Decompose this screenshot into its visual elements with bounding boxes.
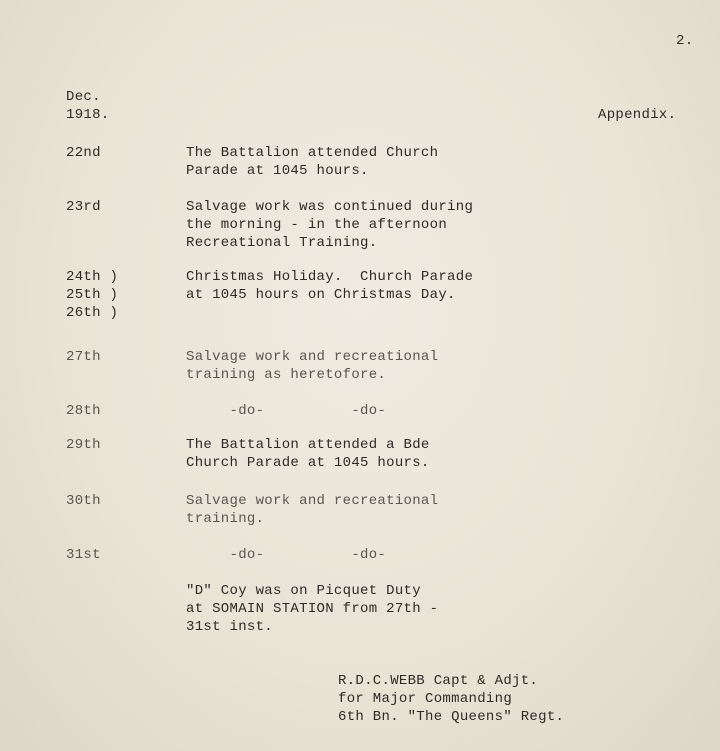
entry-date: 22nd bbox=[66, 145, 101, 161]
entry-date: 29th bbox=[66, 437, 101, 453]
entry-date: 30th bbox=[66, 493, 101, 509]
entry-line: -do- -do- bbox=[186, 547, 387, 563]
entry-line: Salvage work and recreational bbox=[186, 349, 439, 365]
entry-line: Parade at 1045 hours. bbox=[186, 163, 369, 179]
entry-line: The Battalion attended a Bde bbox=[186, 437, 430, 453]
entry-date: 31st bbox=[66, 547, 101, 563]
entry-date: 28th bbox=[66, 403, 101, 419]
note-line: at SOMAIN STATION from 27th - bbox=[186, 601, 439, 617]
entry-date: 27th bbox=[66, 349, 101, 365]
entry-line: Recreational Training. bbox=[186, 235, 378, 251]
header-year: 1918. bbox=[66, 107, 110, 123]
entry-line: Salvage work was continued during bbox=[186, 199, 474, 215]
entry-line: training. bbox=[186, 511, 265, 527]
header-month: Dec. bbox=[66, 89, 101, 105]
entry-line: training as heretofore. bbox=[186, 367, 387, 383]
entry-line: The Battalion attended Church bbox=[186, 145, 439, 161]
note-line: 31st inst. bbox=[186, 619, 274, 635]
entry-date: 24th ) 25th ) 26th ) bbox=[66, 269, 119, 321]
signature-line: for Major Commanding bbox=[338, 691, 513, 707]
signature-line: R.D.C.WEBB Capt & Adjt. bbox=[338, 673, 539, 689]
signature-line: 6th Bn. "The Queens" Regt. bbox=[338, 709, 565, 725]
entry-line: -do- -do- bbox=[186, 403, 387, 419]
page-number: 2. bbox=[676, 33, 694, 49]
entry-line: Church Parade at 1045 hours. bbox=[186, 455, 430, 471]
entry-date: 23rd bbox=[66, 199, 101, 215]
entry-line: Christmas Holiday. Church Parade bbox=[186, 269, 474, 285]
entry-line: Salvage work and recreational bbox=[186, 493, 439, 509]
appendix-label: Appendix. bbox=[598, 107, 677, 123]
entry-line: at 1045 hours on Christmas Day. bbox=[186, 287, 456, 303]
entry-line: the morning - in the afternoon bbox=[186, 217, 448, 233]
note-line: "D" Coy was on Picquet Duty bbox=[186, 583, 421, 599]
